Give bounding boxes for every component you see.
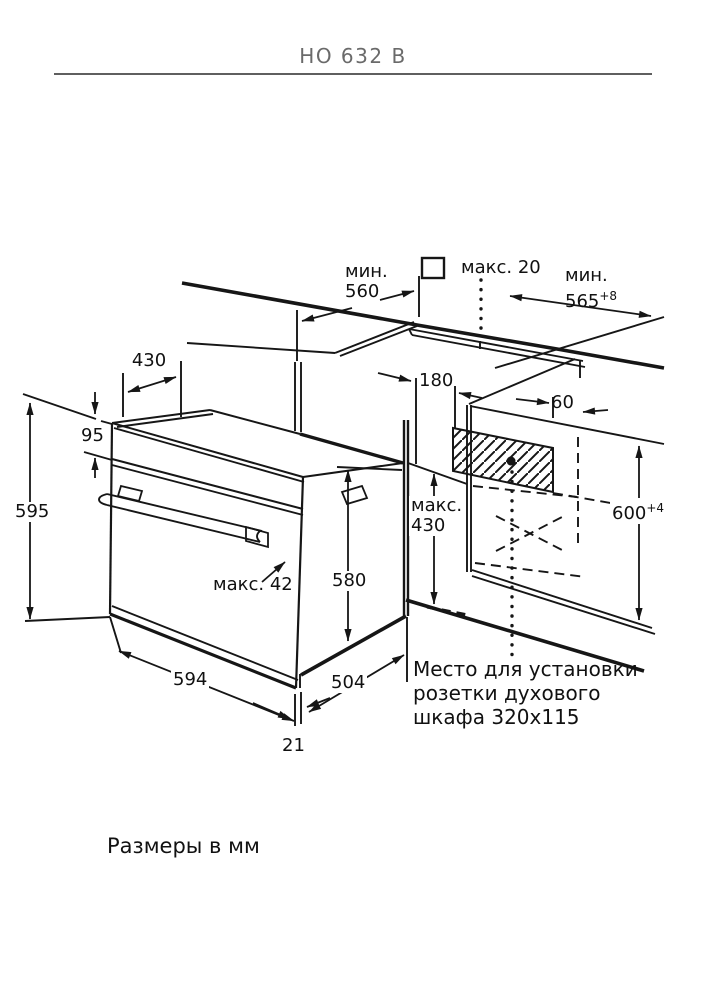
dim-min565-label: мин. $565^{+8}$ <box>565 265 618 312</box>
square-symbol <box>422 258 444 278</box>
dim-594-label: 594 <box>173 669 208 690</box>
dim-60-label: 60 <box>551 392 574 413</box>
dim-504-label: 504 <box>331 672 366 693</box>
vent-slot <box>342 486 367 504</box>
dim-max42-label: макс. 42 <box>213 574 293 595</box>
socket-area <box>453 428 553 492</box>
dim-95-label: 95 <box>81 425 104 446</box>
socket-note: Место для установки розетки духового шкафа 320x115 <box>413 657 638 729</box>
dim-580-label: 580 <box>332 570 367 591</box>
dim-595-label: 595 <box>15 501 50 522</box>
dim-max430-label: макс. 430 <box>411 495 463 536</box>
oven-handle <box>99 486 268 547</box>
units-note: Размеры в мм <box>107 834 260 858</box>
dim-600-label: $600^{+4}$ <box>610 498 666 524</box>
dim-min560-label: мин. 560 <box>345 261 388 302</box>
page-title: HO 632 B <box>299 44 407 68</box>
dim-180-label: 180 <box>419 370 454 391</box>
dim-21-label: 21 <box>282 735 305 756</box>
oven <box>99 410 403 688</box>
socket-point <box>507 457 516 466</box>
dim-max20-label: макс. 20 <box>461 257 541 278</box>
dim-430-top-label: 430 <box>131 350 167 371</box>
